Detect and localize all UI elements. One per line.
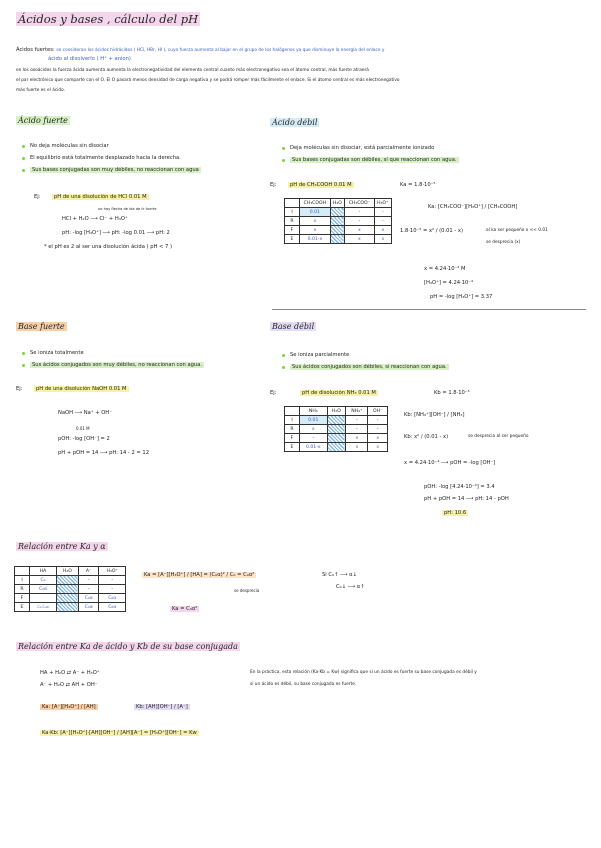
table-cell: x (300, 226, 331, 235)
intro-text: se consideran los ácidos hidrácidos ( HCl, HBr, HI ), cuya fuerza aumenta al bajar en el grupo de los halógenos ya que disminuye la energía del enlace y (56, 48, 385, 53)
base-fuerte-ej-title (34, 386, 129, 393)
acido-fuerte-ej-title-text: pH de una disolución de HCl 0.01 M (54, 194, 147, 200)
base-debil-kb-note: se desprecia al ser pequeño (468, 434, 529, 439)
base-debil-ej-title (300, 390, 378, 397)
table-cell (330, 217, 344, 226)
table-cell: H₂O (330, 199, 344, 208)
acido-fuerte-ej-title (52, 194, 149, 201)
table-cell: R (15, 585, 30, 594)
table-cell: - (368, 416, 388, 425)
base-debil-x-val: x = 4.24·10⁻⁴ ⟶ pOH = -log [OH⁻] (404, 460, 496, 466)
ka-kb-heading (16, 642, 240, 651)
ka-alpha-heading (16, 542, 108, 551)
acido-debil-ka-expr: Ka: [CH₃COO⁻][H₃O⁺] / [CH₃COOH] (428, 204, 518, 210)
ka-alpha-desprecia: se desprecia (234, 588, 260, 593)
acido-debil-ej-title (288, 182, 354, 189)
table-cell: x (346, 443, 368, 452)
oxo-line-3: más fuerte es el ácido. (16, 88, 66, 93)
table-cell: C₀α (30, 585, 57, 594)
table-cell: x (345, 235, 374, 244)
table-cell: 0.01-x (300, 235, 331, 244)
acido-debil-bullet-1: Deja moléculas sin disociar, está parcialmente ionizado (290, 145, 435, 151)
table-cell (56, 585, 78, 594)
table-cell: E (15, 603, 30, 612)
base-debil-ice-table (284, 406, 388, 452)
table-cell: H₂O (56, 567, 78, 576)
ka-alpha-heading-text: Relación entre Ka y α (18, 542, 106, 551)
table-cell (330, 208, 344, 217)
base-fuerte-poh: pOH: -log [OH⁻] = 2 (58, 436, 110, 442)
table-cell: - (78, 585, 98, 594)
table-header-row (285, 407, 388, 416)
table-row (285, 217, 392, 226)
table-row (285, 434, 388, 443)
ka-kb-product (40, 730, 199, 737)
table-cell: - (99, 576, 126, 585)
table-cell: - (346, 416, 368, 425)
acido-fuerte-heading-text: Ácido fuerte (18, 116, 68, 125)
table-cell (327, 443, 346, 452)
base-fuerte-bullet-1: Se ioniza totalmente (30, 350, 84, 356)
table-cell: H₃O⁺ (99, 567, 126, 576)
table-cell (327, 434, 346, 443)
table-cell: - (345, 217, 374, 226)
table-cell: F (15, 594, 30, 603)
acido-debil-approx: 1.8·10⁻⁵ = x² / (0.01 - x) (400, 228, 463, 234)
table-row (285, 208, 392, 217)
ka-kb-practice: En la práctica, esta relación (Ka·Kb = Kw) significa que si un ácido es fuerte su base conjugada es débil y (250, 670, 477, 675)
ka-alpha-cond-1: Si C₀↑ ⟶ α↓ (322, 572, 357, 578)
bullet-icon (22, 145, 25, 148)
base-debil-heading-text: Base débil (272, 322, 315, 331)
ka-alpha-expr-text: Ka = [A⁻][H₃O⁺] / [HA] = (C₀α)² / C₀ = C₀α² (144, 572, 255, 578)
oxo-line-2: el par electrónico que comparte con el O. El O pasará menos densidad de carga negativa y se podrá romper más fácilmente el enlace. Si el átomo central es más electronegativo (16, 78, 400, 83)
table-cell: I (285, 208, 300, 217)
ka-kb-eq-1: HA + H₂O ⇄ A⁻ + H₃O⁺ (40, 670, 100, 676)
table-row (15, 576, 126, 585)
table-cell: - (99, 585, 126, 594)
acido-fuerte-bullet-3-text: Sus bases conjugadas son muy débiles, no reaccionan con agua (32, 167, 199, 173)
table-cell: C₀α (99, 603, 126, 612)
bullet-icon (22, 352, 25, 355)
base-fuerte-ej-title-text: pH de una disolución NaOH 0.01 M (36, 386, 127, 392)
table-row (15, 594, 126, 603)
acido-debil-ej-title-text: pH de CH₃COOH 0.01 M (290, 182, 352, 188)
oxo-line-1: en los oxoácidos la fuerza ácida aumenta aumenta la electronegatividad del elemento central cuanto más electronegativo sea el átomo central, más fuerte atraerá (16, 68, 369, 73)
table-cell (330, 226, 344, 235)
ka-kb-ka-text: Ka: [A⁻][H₃O⁺] / [AH] (42, 704, 96, 710)
acido-debil-heading-text: Ácido débil (272, 118, 318, 127)
acido-debil-ice-table (284, 198, 392, 244)
base-fuerte-ph: pH + pOH = 14 ⟶ pH: 14 - 2 = 12 (58, 450, 150, 456)
table-cell: H₃O⁺ (374, 199, 391, 208)
intro-line-2: ácido al disolverlo ( H⁺ + anion) (48, 56, 131, 62)
table-cell: NH₃ (300, 407, 328, 416)
acido-debil-h3o: [H₃O⁺] = 4.24·10⁻⁴ (424, 280, 474, 286)
ka-alpha-expr (142, 572, 256, 579)
table-row (15, 585, 126, 594)
table-cell: x (374, 226, 391, 235)
table-row (285, 226, 392, 235)
table-cell: E (285, 235, 300, 244)
table-cell (327, 416, 346, 425)
bullet-icon (282, 147, 285, 150)
table-cell: 0.01 (300, 416, 328, 425)
base-debil-bullet-2-text: Sus ácidos conjugados son débiles, sí reaccionan con agua. (292, 364, 447, 370)
table-cell: R (285, 217, 300, 226)
base-fuerte-heading (16, 322, 67, 331)
page-title-text: Ácidos y bases , cálculo del pH (18, 12, 199, 26)
table-cell: CH₃COOH (300, 199, 331, 208)
acido-debil-x-val: x = 4.24·10⁻⁴ M (424, 266, 466, 272)
table-cell: E (285, 443, 300, 452)
table-cell: 0.01-x (300, 443, 328, 452)
table-cell: F (285, 226, 300, 235)
base-fuerte-conc: 0.01 M (76, 426, 90, 431)
acido-fuerte-note: no hay flecha de ida de fc fuerte (98, 207, 157, 211)
ka-alpha-final-text: Ka = C₀α² (172, 606, 198, 612)
table-cell: x (345, 226, 374, 235)
intro-label: Ácidos fuertes: (16, 47, 55, 53)
acido-fuerte-reaction: HCl + H₂O ⟶ Cl⁻ + H₃O⁺ (62, 216, 128, 222)
acido-debil-ka: Ka = 1.8·10⁻⁵ (400, 182, 436, 188)
ka-kb-product-text: Ka·Kb: [A⁻][H₃O⁺]·[AH][OH⁻] / [AH][A⁻] = [H₃O⁺][OH⁻] = Kw (42, 730, 197, 736)
bullet-icon (282, 159, 285, 162)
bullet-icon (282, 366, 285, 369)
table-cell (56, 603, 78, 612)
acido-debil-approx-note: al ka ser pequeño x << 0.01 (486, 228, 548, 233)
table-cell: C₀ (30, 576, 57, 585)
table-cell: CH₃COO⁻ (345, 199, 374, 208)
base-debil-heading (270, 322, 316, 331)
acido-fuerte-heading (16, 116, 70, 125)
ka-kb-practice-2: si un ácido es débil, su base conjugada es fuerte. (250, 682, 357, 687)
ka-kb-kb (134, 704, 190, 711)
table-cell (285, 199, 300, 208)
acido-debil-approx-note-2: se desprecia (x) (486, 240, 521, 245)
base-fuerte-bullet-2-text: Sus ácidos conjugados son muy débiles, no reaccionan con agua. (32, 362, 203, 368)
acido-fuerte-bullet-2: El equilibrio está totalmente desplazado hacia la derecha. (30, 155, 181, 161)
table-header-row (285, 199, 392, 208)
table-cell: R (285, 425, 300, 434)
acido-debil-bullet-2-text: Sus bases conjugadas son débiles, sí que reaccionan con agua. (292, 157, 457, 163)
base-debil-kb-expr: Kb: [NH₄⁺][OH⁻] / [NH₃] (404, 412, 465, 418)
table-row (285, 235, 392, 244)
bullet-icon (22, 364, 25, 367)
bullet-icon (22, 169, 25, 172)
table-cell: NH₄⁺ (346, 407, 368, 416)
table-cell (15, 567, 30, 576)
base-debil-bullet-1: Se ioniza parcialmente (290, 352, 350, 358)
table-cell: C₀-C₀α (30, 603, 57, 612)
table-cell: I (285, 416, 300, 425)
ka-kb-ka (40, 704, 98, 711)
acido-debil-ph: pH = -log [H₃O⁺] = 3.37 (430, 294, 493, 300)
divider (272, 309, 586, 310)
base-debil-kb: Kb = 1.8·10⁻⁵ (434, 390, 470, 396)
base-debil-poh: pOH: -log [4.24·10⁻⁴] = 3.4 (424, 484, 495, 490)
base-debil-ej-label: Ej: (270, 390, 277, 396)
table-cell: x (300, 425, 328, 434)
acido-debil-ej-label: Ej: (270, 182, 277, 188)
table-cell: x (368, 443, 388, 452)
base-debil-ph-line: pH + pOH = 14 ⟶ pH: 14 - pOH (424, 496, 509, 502)
ka-kb-eq-2: A⁻ + H₂O ⇄ AH + OH⁻ (40, 682, 98, 688)
page-title (16, 12, 200, 26)
table-cell: - (374, 208, 391, 217)
table-cell: C₀α (99, 594, 126, 603)
table-cell: - (368, 425, 388, 434)
acido-fuerte-bullet-1: No deja moléculas sin disociar (30, 143, 109, 149)
table-cell (327, 425, 346, 434)
table-cell: C₀α (78, 603, 98, 612)
table-cell: - (374, 217, 391, 226)
table-cell: A⁻ (78, 567, 98, 576)
acido-debil-heading (270, 118, 319, 127)
table-cell: H₂O (327, 407, 346, 416)
table-cell: x (368, 434, 388, 443)
table-cell: x (300, 217, 331, 226)
bullet-icon (22, 157, 25, 160)
acido-fuerte-footnote: * el pH es 2 al ser una disolución ácida ( pH < 7 ) (44, 244, 173, 250)
table-cell (30, 594, 57, 603)
table-row (285, 425, 388, 434)
table-cell: - (345, 208, 374, 217)
table-header-row (15, 567, 126, 576)
ka-kb-heading-text: Relación entre Ka de ácido y Kb de su base conjugada (18, 642, 238, 651)
table-cell (56, 576, 78, 585)
ka-alpha-final (170, 606, 199, 613)
ka-alpha-ice-table (14, 566, 126, 612)
base-fuerte-ej-label: Ej: (16, 386, 23, 392)
base-debil-bullet-2 (290, 364, 449, 371)
base-fuerte-reaction: NaOH ⟶ Na⁺ + OH⁻ (58, 410, 112, 416)
table-row (285, 416, 388, 425)
table-cell: OH⁻ (368, 407, 388, 416)
base-debil-ej-title-text: pH de disolución NH₃ 0.01 M (302, 390, 376, 396)
base-debil-kb-approx: Kb: x² / (0.01 - x) (404, 434, 449, 440)
table-cell: 0.01 (300, 208, 331, 217)
base-fuerte-bullet-2 (30, 362, 204, 369)
intro-line-1 (16, 47, 384, 55)
bullet-icon (282, 354, 285, 357)
base-debil-ph-text: pH: 10.6 (444, 510, 467, 516)
acido-fuerte-bullet-3 (30, 167, 201, 174)
table-cell (56, 594, 78, 603)
table-cell: x (346, 434, 368, 443)
table-cell: - (300, 434, 328, 443)
table-cell: I (15, 576, 30, 585)
acido-debil-bullet-2 (290, 157, 459, 164)
acido-fuerte-ej-label: Ej: (34, 194, 41, 200)
table-cell: C₀α (78, 594, 98, 603)
table-cell (330, 235, 344, 244)
ka-alpha-cond-2: C₀↓ ⟶ α↑ (336, 584, 365, 590)
table-row (285, 443, 388, 452)
table-cell: F (285, 434, 300, 443)
ka-kb-kb-text: Kb: [AH][OH⁻] / [A⁻] (136, 704, 188, 710)
base-fuerte-heading-text: Base fuerte (18, 322, 65, 331)
table-row (15, 603, 126, 612)
base-debil-ph (442, 510, 468, 517)
acido-fuerte-calc: pH: -log [H₃O⁺] ⟶ pH: -log 0.01 ⟶ pH: 2 (62, 230, 170, 236)
table-cell (285, 407, 300, 416)
table-cell: - (78, 576, 98, 585)
table-cell: HA (30, 567, 57, 576)
table-cell: x (374, 235, 391, 244)
table-cell: - (346, 425, 368, 434)
